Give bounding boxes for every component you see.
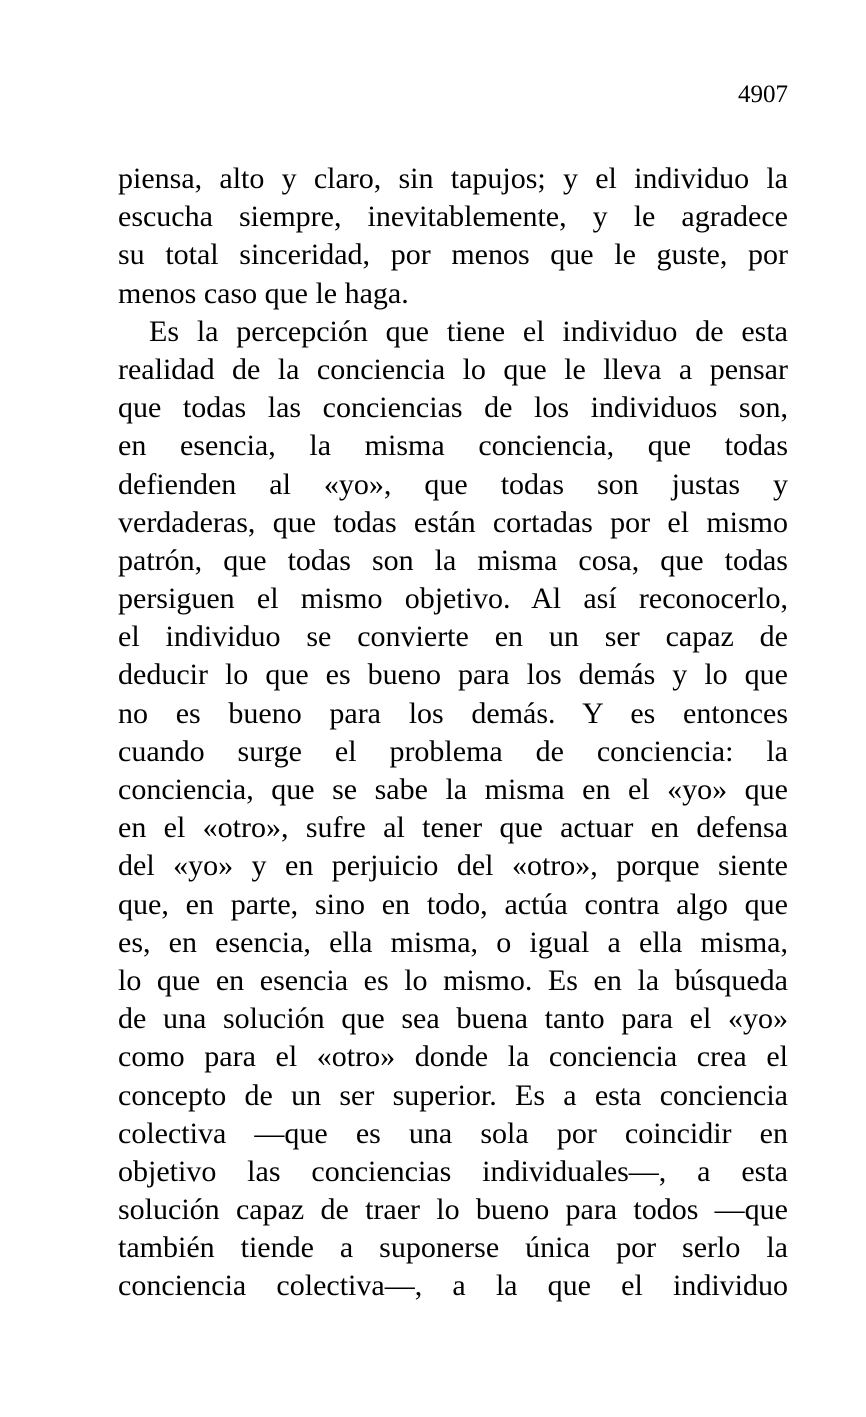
text-line: menos caso que le haga. <box>118 276 409 310</box>
text-line: solución capaz de traer lo bueno para todos —que <box>118 1193 788 1227</box>
text-line: conciencia, que se sabe la misma en el «yo» que <box>118 773 788 806</box>
page-number: 4907 <box>738 81 788 108</box>
text-line: lo que en esencia es lo mismo. Es en la búsqueda <box>118 963 788 997</box>
text-line: que, en parte, sino en todo, actúa contra algo que <box>118 887 788 921</box>
text-line: persiguen el mismo objetivo. Al así reconocerlo, <box>118 582 788 616</box>
text-line: de una solución que sea buena tanto para el «yo» <box>118 1002 788 1036</box>
text-line: es, en esencia, ella misma, o igual a ella misma, <box>118 925 788 959</box>
text-line: verdaderas, que todas están cortadas por el mismo <box>118 505 788 539</box>
text-line: defienden al «yo», que todas son justas y <box>118 467 788 501</box>
text-line: patrón, que todas son la misma cosa, que todas <box>118 543 788 577</box>
text-line: conciencia colectiva—, a la que el individuo <box>118 1269 788 1303</box>
text-line: realidad de la conciencia lo que le lleva a pensar <box>118 352 788 386</box>
text-line: deducir lo que es bueno para los demás y lo que <box>118 658 788 692</box>
text-line: en esencia, la misma conciencia, que todas <box>118 429 788 463</box>
text-line: escucha siempre, inevitablemente, y le agradece <box>118 200 788 234</box>
text-line: que todas las conciencias de los individuos son, <box>118 391 788 425</box>
paragraph-2 <box>118 313 788 1306</box>
text-line: no es bueno para los demás. Y es entonces <box>118 696 788 730</box>
text-line: también tiende a suponerse única por serlo la <box>118 1231 788 1265</box>
text-line: cuando surge el problema de conciencia: la <box>118 734 788 768</box>
body-text <box>118 160 788 1306</box>
text-line: Es la percepción que tiene el individuo de esta <box>149 314 788 348</box>
text-line: objetivo las conciencias individuales—, a esta <box>118 1154 788 1188</box>
paragraph-1 <box>118 160 788 313</box>
text-line: colectiva —que es una sola por coincidir en <box>118 1116 788 1150</box>
text-line: concepto de un ser superior. Es a esta conciencia <box>118 1078 788 1112</box>
text-line: como para el «otro» donde la conciencia crea el <box>118 1040 788 1074</box>
text-line: el individuo se convierte en un ser capaz de <box>118 620 788 654</box>
text-line: piensa, alto y claro, sin tapujos; y el individuo la <box>118 162 788 195</box>
text-line: del «yo» y en perjuicio del «otro», porque siente <box>118 849 788 883</box>
text-line: en el «otro», sufre al tener que actuar en defensa <box>118 811 788 845</box>
text-line: su total sinceridad, por menos que le guste, por <box>118 238 788 272</box>
